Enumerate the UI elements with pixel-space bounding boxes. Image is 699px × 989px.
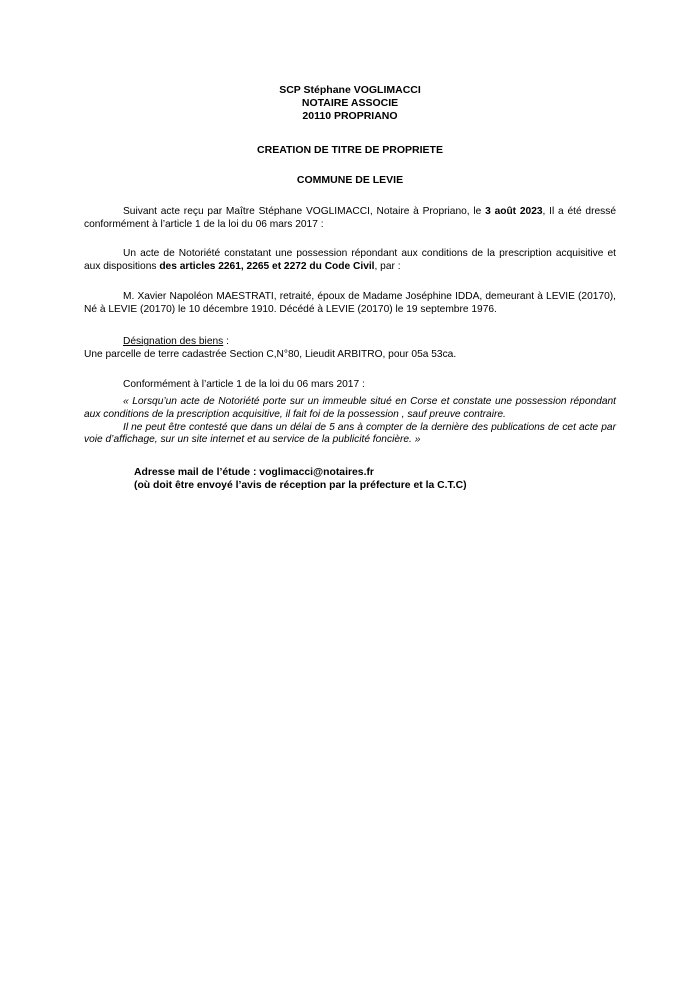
statute-quote-paragraph-1: « Lorsqu’un acte de Notoriété porte sur un immeuble situé en Corse et constate une possession répondant aux conditions de la prescription acquisitive, il fait foi de la possession , sauf preuve contraire.	[84, 396, 616, 421]
letterhead	[84, 84, 616, 124]
act-text-after-date: , Il a été dressé conformément à l’article 1 de la loi du 06 mars 2017 :	[84, 206, 616, 230]
notoriete-text-after-articles: , par :	[374, 261, 401, 273]
letterhead-firm-name: SCP Stéphane VOGLIMACCI	[279, 84, 421, 96]
paragraph-conformement: Conformément à l’article 1 de la loi du 06 mars 2017 :	[123, 378, 365, 390]
statute-quote	[84, 396, 616, 447]
paragraph-act	[84, 206, 616, 231]
letterhead-location: 20110 PROPRIANO	[302, 110, 398, 123]
notoriete-text-before-articles: Un acte de Notoriété constatant une possession répondant aux conditions de la prescription acquisitive et aux dispositions	[84, 248, 616, 273]
code-civil-articles: des articles 2261, 2265 et 2272 du Code Civil	[159, 261, 375, 273]
act-text-before-date: Suivant acte reçu par Maître Stéphane VOGLIMACCI, Notaire à Propriano, le	[123, 206, 486, 218]
designation-section	[84, 336, 616, 361]
contact-mail-block	[134, 466, 616, 492]
commune-subtitle: COMMUNE DE LEVIE	[296, 173, 404, 186]
document-content	[84, 0, 616, 492]
paragraph-notoriete	[84, 248, 616, 273]
designation-heading-label: Désignation des biens	[123, 336, 224, 348]
contact-mail-note-line: (où doit être envoyé l’avis de réception par la préfecture et la C.T.C)	[134, 480, 467, 492]
statute-quote-paragraph-2: Il ne peut être contesté que dans un délai de 5 ans à compter de la dernière des publications de cet acte par voie d’affichage, sur un site internet et au service de la publicité foncière. »	[84, 421, 616, 446]
contact-mail-address-line: Adresse mail de l’étude : voglimacci@notaires.fr	[134, 467, 374, 479]
designation-body: Une parcelle de terre cadastrée Section C,N°80, Lieudit ARBITRO, pour 05a 53ca.	[84, 348, 457, 360]
letterhead-role: NOTAIRE ASSOCIE	[301, 97, 399, 110]
designation-heading-suffix: :	[223, 336, 229, 348]
act-date: 3 août 2023	[485, 206, 543, 218]
designation-heading	[123, 336, 616, 349]
document-title: CREATION DE TITRE DE PROPRIETE	[257, 143, 443, 156]
paragraph-person: M. Xavier Napoléon MAESTRATI, retraité, époux de Madame Joséphine IDDA, demeurant à LEVIE (20170), Né à LEVIE (20170) le 10 décembre 1910. Décédé à LEVIE (20170) le 19 septembre 1976.	[84, 290, 616, 315]
